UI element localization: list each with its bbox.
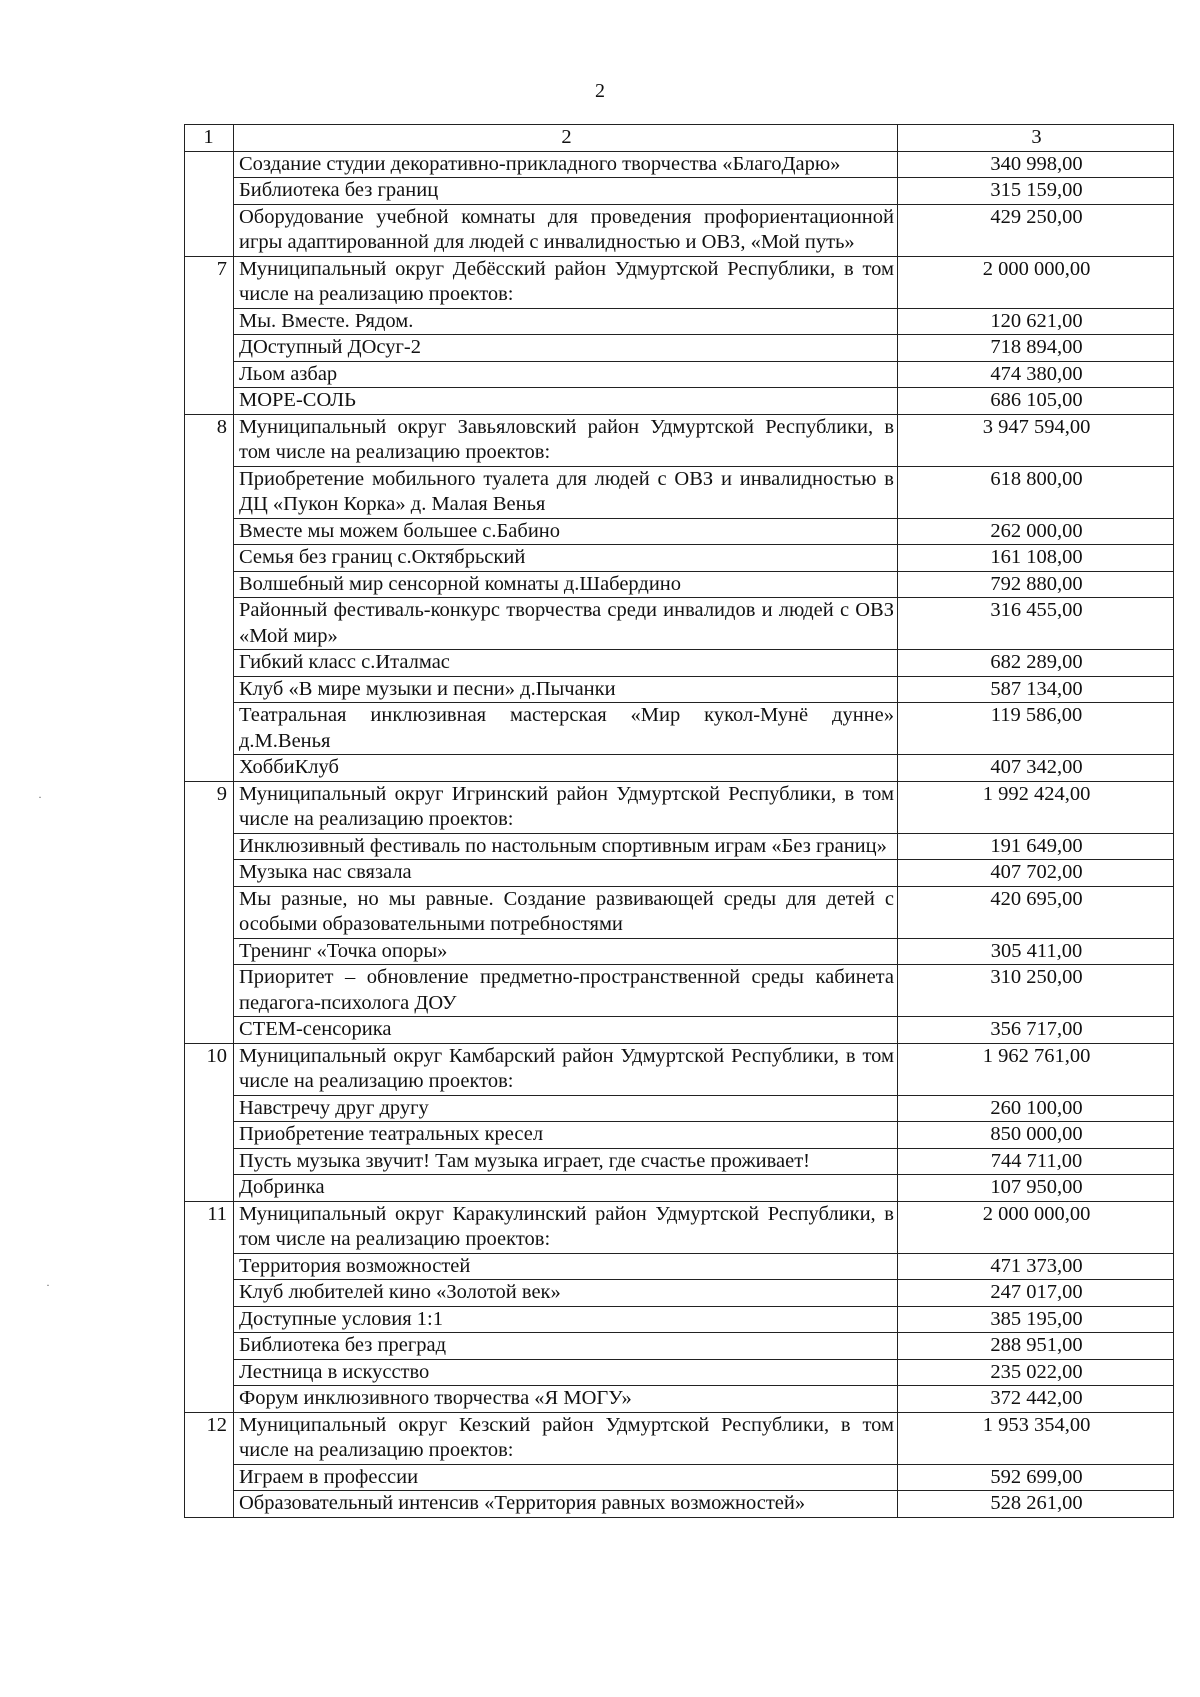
project-name: Гибкий класс с.Италмас [234,650,898,677]
table-header-row [185,125,1174,152]
project-row [185,335,1174,362]
project-row [185,1464,1174,1491]
row-number [185,1464,234,1491]
project-name: Библиотека без границ [234,178,898,205]
project-row [185,308,1174,335]
project-name: Лестница в искусство [234,1359,898,1386]
row-number [185,1280,234,1307]
project-name: Образовательный интенсив «Территория равных возможностей» [234,1491,898,1518]
project-name: Волшебный мир сенсорной комнаты д.Шабердино [234,571,898,598]
project-row [185,1333,1174,1360]
row-number [185,1253,234,1280]
row-number [185,151,234,178]
row-number [185,650,234,677]
amount: 592 699,00 [898,1464,1174,1491]
row-number: 7 [185,256,234,308]
row-number [185,755,234,782]
district-name: Муниципальный округ Каракулинский район Удмуртской Республики, в том числе на реализацию проектов: [234,1201,898,1253]
project-name: Клуб «В мире музыки и песни» д.Пычанки [234,676,898,703]
row-number [185,335,234,362]
project-name: Территория возможностей [234,1253,898,1280]
row-number [185,1386,234,1413]
row-number [185,178,234,205]
amount: 385 195,00 [898,1306,1174,1333]
amount: 471 373,00 [898,1253,1174,1280]
amount: 528 261,00 [898,1491,1174,1518]
amount: 587 134,00 [898,676,1174,703]
amount: 618 800,00 [898,466,1174,518]
project-row [185,1148,1174,1175]
district-name: Муниципальный округ Дебёсский район Удмуртской Республики, в том числе на реализацию проектов: [234,256,898,308]
funding-table [184,124,1174,1518]
row-number [185,598,234,650]
row-number [185,204,234,256]
row-number [185,676,234,703]
project-row [185,1253,1174,1280]
row-number [185,1306,234,1333]
district-name: Муниципальный округ Завьяловский район Удмуртской Республики, в том числе на реализацию проектов: [234,414,898,466]
district-row [185,1201,1174,1253]
scan-speck: · [46,1278,50,1292]
page-number: 2 [595,80,605,102]
project-name: Оборудование учебной комнаты для проведения профориентационной игры адаптированной для людей с инвалидностью и ОВЗ, «Мой путь» [234,204,898,256]
district-name: Муниципальный округ Игринский район Удмуртской Республики, в том числе на реализацию проектов: [234,781,898,833]
amount: 718 894,00 [898,335,1174,362]
row-number [185,886,234,938]
district-row [185,781,1174,833]
project-name: Приобретение театральных кресел [234,1122,898,1149]
district-name: Муниципальный округ Кезский район Удмуртской Республики, в том числе на реализацию проектов: [234,1412,898,1464]
project-name: Мы. Вместе. Рядом. [234,308,898,335]
amount: 429 250,00 [898,204,1174,256]
amount: 1 992 424,00 [898,781,1174,833]
amount: 2 000 000,00 [898,256,1174,308]
row-number [185,466,234,518]
project-row [185,886,1174,938]
row-number [185,1491,234,1518]
row-number [185,388,234,415]
project-row [185,466,1174,518]
project-name: Доступные условия 1:1 [234,1306,898,1333]
district-row [185,256,1174,308]
amount: 792 880,00 [898,571,1174,598]
row-number [185,308,234,335]
amount: 407 702,00 [898,860,1174,887]
row-number: 8 [185,414,234,466]
row-number: 10 [185,1043,234,1095]
project-row [185,1491,1174,1518]
project-name: Библиотека без преград [234,1333,898,1360]
scan-speck: · [38,790,42,804]
amount: 235 022,00 [898,1359,1174,1386]
amount: 420 695,00 [898,886,1174,938]
amount: 1 953 354,00 [898,1412,1174,1464]
project-name: Районный фестиваль-конкурс творчества среди инвалидов и людей с ОВЗ «Мой мир» [234,598,898,650]
project-row [185,938,1174,965]
header-col-amount: 3 [898,125,1174,152]
amount: 340 998,00 [898,151,1174,178]
project-row [185,545,1174,572]
row-number [185,571,234,598]
project-row [185,650,1174,677]
project-row [185,598,1174,650]
amount: 305 411,00 [898,938,1174,965]
district-row [185,414,1174,466]
district-row [185,1043,1174,1095]
project-name: Мы разные, но мы равные. Создание развивающей среды для детей с особыми образовательными потребностями [234,886,898,938]
row-number [185,703,234,755]
amount: 316 455,00 [898,598,1174,650]
project-row [185,833,1174,860]
amount: 310 250,00 [898,965,1174,1017]
project-row [185,1386,1174,1413]
amount: 288 951,00 [898,1333,1174,1360]
project-name: Льом азбар [234,361,898,388]
project-row [185,965,1174,1017]
project-row [185,1306,1174,1333]
row-number [185,1359,234,1386]
amount: 744 711,00 [898,1148,1174,1175]
amount: 191 649,00 [898,833,1174,860]
amount: 407 342,00 [898,755,1174,782]
row-number [185,965,234,1017]
project-row [185,1017,1174,1044]
project-name: Приобретение мобильного туалета для людей с ОВЗ и инвалидностью в ДЦ «Пукон Корка» д. Малая Венья [234,466,898,518]
project-name: Семья без границ с.Октябрьский [234,545,898,572]
project-name: Форум инклюзивного творчества «Я МОГУ» [234,1386,898,1413]
project-name: Добринка [234,1175,898,1202]
project-row [185,860,1174,887]
project-row [185,518,1174,545]
amount: 474 380,00 [898,361,1174,388]
project-row [185,1095,1174,1122]
row-number: 11 [185,1201,234,1253]
project-name: Тренинг «Точка опоры» [234,938,898,965]
amount: 2 000 000,00 [898,1201,1174,1253]
amount: 1 962 761,00 [898,1043,1174,1095]
amount: 107 950,00 [898,1175,1174,1202]
amount: 119 586,00 [898,703,1174,755]
district-row [185,1412,1174,1464]
project-name: СТЕМ-сенсорика [234,1017,898,1044]
project-name: Играем в профессии [234,1464,898,1491]
district-name: Муниципальный округ Камбарский район Удмуртской Республики, в том числе на реализацию проектов: [234,1043,898,1095]
project-row [185,1175,1174,1202]
project-row [185,1280,1174,1307]
project-name: Создание студии декоративно-прикладного творчества «БлагоДарю» [234,151,898,178]
row-number: 9 [185,781,234,833]
amount: 247 017,00 [898,1280,1174,1307]
row-number [185,545,234,572]
project-name: Навстречу друг другу [234,1095,898,1122]
project-row [185,388,1174,415]
amount: 262 000,00 [898,518,1174,545]
header-col-number: 1 [185,125,234,152]
row-number [185,860,234,887]
project-name: Театральная инклюзивная мастерская «Мир кукол-Мунё дунне» д.М.Венья [234,703,898,755]
project-name: Приоритет – обновление предметно-пространственной среды кабинета педагога-психолога ДОУ [234,965,898,1017]
project-row [185,755,1174,782]
project-row [185,204,1174,256]
project-name: Пусть музыка звучит! Там музыка играет, где счастье проживает! [234,1148,898,1175]
row-number [185,833,234,860]
row-number [185,1095,234,1122]
project-row [185,1359,1174,1386]
header-col-name: 2 [234,125,898,152]
project-row [185,676,1174,703]
amount: 120 621,00 [898,308,1174,335]
project-name: ХоббиКлуб [234,755,898,782]
amount: 260 100,00 [898,1095,1174,1122]
project-name: Музыка нас связала [234,860,898,887]
project-row [185,1122,1174,1149]
row-number [185,1122,234,1149]
amount: 315 159,00 [898,178,1174,205]
row-number [185,361,234,388]
amount: 3 947 594,00 [898,414,1174,466]
amount: 161 108,00 [898,545,1174,572]
project-name: Инклюзивный фестиваль по настольным спортивным играм «Без границ» [234,833,898,860]
amount: 682 289,00 [898,650,1174,677]
project-name: ДОступный ДОсуг-2 [234,335,898,362]
row-number: 12 [185,1412,234,1464]
project-name: МОРЕ-СОЛЬ [234,388,898,415]
project-row [185,178,1174,205]
amount: 850 000,00 [898,1122,1174,1149]
row-number [185,518,234,545]
row-number [185,1148,234,1175]
row-number [185,1175,234,1202]
amount: 356 717,00 [898,1017,1174,1044]
amount: 686 105,00 [898,388,1174,415]
project-name: Клуб любителей кино «Золотой век» [234,1280,898,1307]
project-row [185,151,1174,178]
project-row [185,361,1174,388]
row-number [185,1017,234,1044]
project-name: Вместе мы можем большее с.Бабино [234,518,898,545]
project-row [185,571,1174,598]
row-number [185,938,234,965]
amount: 372 442,00 [898,1386,1174,1413]
project-row [185,703,1174,755]
row-number [185,1333,234,1360]
